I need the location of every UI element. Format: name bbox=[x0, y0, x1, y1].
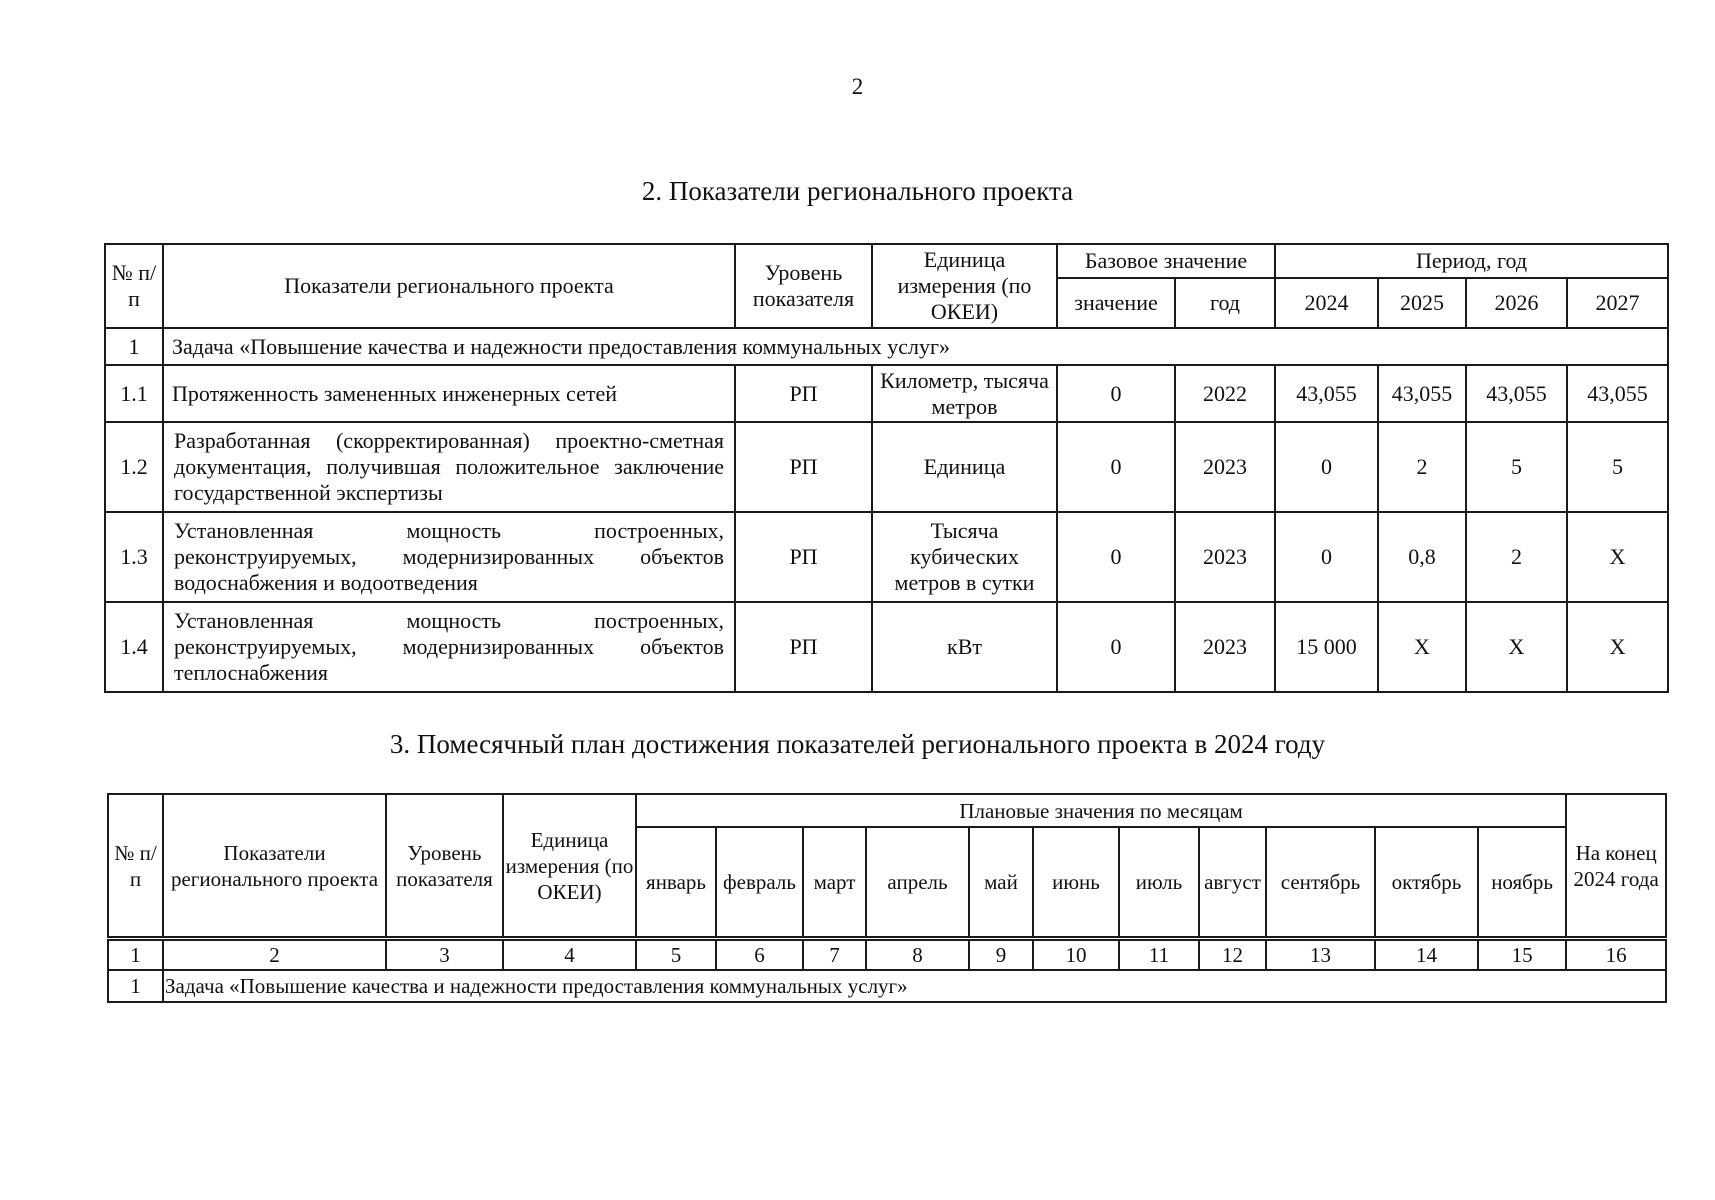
column-number: 9 bbox=[969, 939, 1033, 971]
header-base-value: Базовое значение bbox=[1057, 244, 1275, 278]
row-base-year: 2022 bbox=[1175, 365, 1275, 422]
column-number: 10 bbox=[1033, 939, 1119, 971]
header-month: июнь bbox=[1033, 827, 1119, 939]
header-end-of-year: На конец 2024 года bbox=[1566, 794, 1666, 939]
header-level: Уровень показателя bbox=[735, 244, 872, 328]
row-value-2026: X bbox=[1466, 602, 1567, 692]
row-value-2025: X bbox=[1378, 602, 1466, 692]
header-month: ноябрь bbox=[1478, 827, 1566, 939]
row-indicator: Установленная мощность построенных, реконструируемых, модернизированных объектов водоснабжения и водоотведения bbox=[163, 512, 735, 602]
header-value: значение bbox=[1057, 278, 1175, 328]
header-unit: Единица измерения (по ОКЕИ) bbox=[872, 244, 1057, 328]
column-number: 15 bbox=[1478, 939, 1566, 971]
row-base-year: 2023 bbox=[1175, 422, 1275, 512]
row-level: РП bbox=[735, 602, 872, 692]
row-base-value: 0 bbox=[1057, 602, 1175, 692]
row-indicator: Разработанная (скорректированная) проектно-сметная документация, получившая положительное заключение государственной экспертизы bbox=[163, 422, 735, 512]
column-number: 11 bbox=[1119, 939, 1199, 971]
row-value-2025: 2 bbox=[1378, 422, 1466, 512]
table-row bbox=[105, 512, 1668, 602]
header-period: Период, год bbox=[1275, 244, 1668, 278]
task-row bbox=[105, 328, 1668, 365]
header-year-2025: 2025 bbox=[1378, 278, 1466, 328]
row-value-2024: 0 bbox=[1275, 422, 1378, 512]
row-indicator: Протяженность замененных инженерных сетей bbox=[163, 365, 735, 422]
table-row bbox=[105, 365, 1668, 422]
header-year-2026: 2026 bbox=[1466, 278, 1567, 328]
header-month: апрель bbox=[866, 827, 969, 939]
row-base-year: 2023 bbox=[1175, 512, 1275, 602]
header-month: февраль bbox=[716, 827, 803, 939]
page-number: 2 bbox=[851, 74, 864, 99]
header-indicator: Показатели регионального проекта bbox=[163, 244, 735, 328]
row-unit: Километр, тысяча метров bbox=[872, 365, 1057, 422]
column-number: 1 bbox=[108, 939, 163, 971]
column-number: 5 bbox=[636, 939, 716, 971]
header-unit: Единица измерения (по ОКЕИ) bbox=[503, 794, 636, 939]
header-num: № п/п bbox=[105, 244, 163, 328]
header-indicator: Показатели регионального проекта bbox=[163, 794, 386, 939]
row-unit: Тысяча кубических метров в сутки bbox=[872, 512, 1057, 602]
header-month: август bbox=[1199, 827, 1266, 939]
column-number: 12 bbox=[1199, 939, 1266, 971]
column-number: 6 bbox=[716, 939, 803, 971]
header-month: октябрь bbox=[1375, 827, 1478, 939]
column-numbers-row bbox=[108, 939, 1666, 971]
row-unit: кВт bbox=[872, 602, 1057, 692]
indicators-table bbox=[104, 243, 1669, 693]
header-num: № п/п bbox=[108, 794, 163, 939]
monthly-plan-table bbox=[107, 793, 1667, 1003]
row-value-2025: 43,055 bbox=[1378, 365, 1466, 422]
header-year-2024: 2024 bbox=[1275, 278, 1378, 328]
row-level: РП bbox=[735, 422, 872, 512]
table-row bbox=[105, 422, 1668, 512]
section-2-title: 2. Показатели регионального проекта bbox=[641, 176, 1074, 206]
header-monthly: Плановые значения по месяцам bbox=[636, 794, 1566, 827]
row-value-2024: 43,055 bbox=[1275, 365, 1378, 422]
header-year: год bbox=[1175, 278, 1275, 328]
row-num: 1.2 bbox=[105, 422, 163, 512]
column-number: 8 bbox=[866, 939, 969, 971]
row-value-2027: X bbox=[1567, 602, 1668, 692]
row-base-value: 0 bbox=[1057, 365, 1175, 422]
row-unit: Единица bbox=[872, 422, 1057, 512]
column-number: 14 bbox=[1375, 939, 1478, 971]
column-number: 16 bbox=[1566, 939, 1666, 971]
row-value-2026: 2 bbox=[1466, 512, 1567, 602]
column-number: 13 bbox=[1266, 939, 1375, 971]
row-num: 1.3 bbox=[105, 512, 163, 602]
row-value-2026: 5 bbox=[1466, 422, 1567, 512]
row-level: РП bbox=[735, 512, 872, 602]
header-year-2027: 2027 bbox=[1567, 278, 1668, 328]
row-level: РП bbox=[735, 365, 872, 422]
column-number: 3 bbox=[386, 939, 503, 971]
row-num: 1.1 bbox=[105, 365, 163, 422]
task-num: 1 bbox=[105, 328, 163, 365]
row-value-2025: 0,8 bbox=[1378, 512, 1466, 602]
row-value-2024: 15 000 bbox=[1275, 602, 1378, 692]
row-base-value: 0 bbox=[1057, 422, 1175, 512]
table-row bbox=[105, 602, 1668, 692]
task-row bbox=[108, 970, 1666, 1002]
header-month: январь bbox=[636, 827, 716, 939]
column-number: 2 bbox=[163, 939, 386, 971]
header-month: июль bbox=[1119, 827, 1199, 939]
row-indicator: Установленная мощность построенных, реконструируемых, модернизированных объектов теплоснабжения bbox=[163, 602, 735, 692]
column-number: 4 bbox=[503, 939, 636, 971]
row-num: 1.4 bbox=[105, 602, 163, 692]
row-value-2027: X bbox=[1567, 512, 1668, 602]
header-month: май bbox=[969, 827, 1033, 939]
header-month: март bbox=[803, 827, 866, 939]
task-text: Задача «Повышение качества и надежности предоставления коммунальных услуг» bbox=[163, 970, 1666, 1002]
task-text: Задача «Повышение качества и надежности предоставления коммунальных услуг» bbox=[163, 328, 1668, 365]
section-3-title: 3. Помесячный план достижения показателей регионального проекта в 2024 году bbox=[389, 729, 1326, 759]
row-base-year: 2023 bbox=[1175, 602, 1275, 692]
row-value-2024: 0 bbox=[1275, 512, 1378, 602]
row-base-value: 0 bbox=[1057, 512, 1175, 602]
row-value-2026: 43,055 bbox=[1466, 365, 1567, 422]
row-value-2027: 5 bbox=[1567, 422, 1668, 512]
header-level: Уровень показателя bbox=[386, 794, 503, 939]
column-number: 7 bbox=[803, 939, 866, 971]
task-num: 1 bbox=[108, 970, 163, 1002]
header-month: сентябрь bbox=[1266, 827, 1375, 939]
row-value-2027: 43,055 bbox=[1567, 365, 1668, 422]
